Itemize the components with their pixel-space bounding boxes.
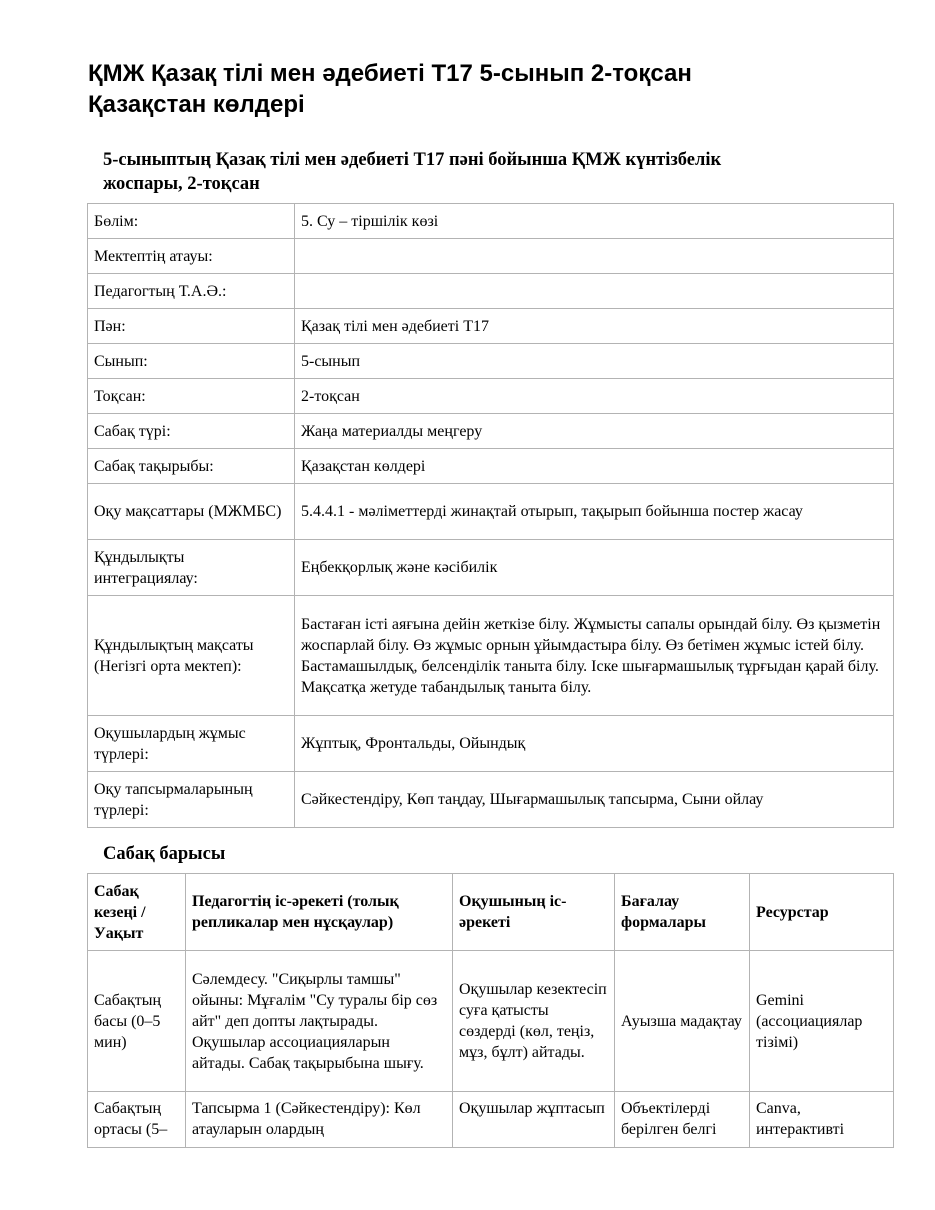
info-row: [88, 344, 894, 379]
resources-cell: Canva, интерактивті: [750, 1092, 894, 1148]
lesson-header-row: [88, 874, 894, 951]
info-row: [88, 379, 894, 414]
lesson-info-table: [87, 203, 894, 828]
info-label: Сабақ тақырыбы:: [88, 449, 295, 484]
column-header-teacher-activity: Педагогтің іс-әрекеті (толық репликалар мен нұсқаулар): [186, 874, 453, 951]
info-value: Сәйкестендіру, Көп таңдау, Шығармашылық тапсырма, Сыни ойлау: [295, 772, 894, 828]
info-value: 5. Су – тіршілік көзі: [295, 204, 894, 239]
plan-heading: [103, 148, 721, 196]
info-row: [88, 274, 894, 309]
student-activity-cell: Оқушылар кезектесіп суға қатысты сөздерді (көл, теңіз, мұз, бұлт) айтады.: [453, 951, 615, 1092]
info-value: 5.4.4.1 - мәліметтерді жинақтай отырып, тақырып бойынша постер жасау: [295, 484, 894, 540]
teacher-activity-cell: Тапсырма 1 (Сәйкестендіру): Көл атауларын олардың: [186, 1092, 453, 1148]
assessment-cell: Ауызша мадақтау: [615, 951, 750, 1092]
info-label: Сынып:: [88, 344, 295, 379]
info-value: Жаңа материалды меңгеру: [295, 414, 894, 449]
column-header-student-activity: Оқушының іс-әрекеті: [453, 874, 615, 951]
info-row: [88, 414, 894, 449]
info-value: Бастаған істі аяғына дейін жеткізе білу. Жұмысты сапалы орындай білу. Өз қызметін жоспарлай білу. Өз жұмыс орнын ұйымдастыра білу. Өз бетімен жұмыс істей білу. Бастамашылдық, белсенділік таныта білу. Іске шығармашылық тұрғыдан қарай білу. Мақсатқа жетуде табандылық таныта білу.: [295, 596, 894, 716]
info-value: [295, 274, 894, 309]
info-label: Құндылықты интеграциялау:: [88, 540, 295, 596]
plan-heading-line-2: жоспары, 2-тоқсан: [103, 174, 260, 194]
info-label: Педагогтың Т.А.Ә.:: [88, 274, 295, 309]
info-label: Сабақ түрі:: [88, 414, 295, 449]
resources-cell: Gemini (ассоциациялар тізімі): [750, 951, 894, 1092]
document-title-line-1: ҚМЖ Қазақ тілі мен әдебиеті Т17 5-сынып 2-тоқсан: [88, 60, 692, 87]
info-row: [88, 204, 894, 239]
plan-heading-line-1: 5-сыныптың Қазақ тілі мен әдебиеті Т17 пәні бойынша ҚМЖ күнтізбелік: [103, 150, 722, 170]
column-header-stage: Сабақ кезеңі / Уақыт: [88, 874, 186, 951]
info-label: Пән:: [88, 309, 295, 344]
info-value: Жұптық, Фронтальды, Ойындық: [295, 716, 894, 772]
lesson-stage-cell: Сабақтың ортасы (5–: [88, 1092, 186, 1148]
document-title: [88, 58, 888, 120]
column-header-assessment: Бағалау формалары: [615, 874, 750, 951]
info-row: [88, 772, 894, 828]
assessment-cell: Объектілерді берілген белгі: [615, 1092, 750, 1148]
info-row: [88, 449, 894, 484]
info-value: Қазақстан көлдері: [295, 449, 894, 484]
info-label: Мектептің атауы:: [88, 239, 295, 274]
info-label: Оқу тапсырмаларының түрлері:: [88, 772, 295, 828]
info-row: [88, 540, 894, 596]
info-row: [88, 484, 894, 540]
lesson-row: [88, 951, 894, 1092]
info-value: Қазақ тілі мен әдебиеті Т17: [295, 309, 894, 344]
info-row: [88, 239, 894, 274]
info-value: Еңбекқорлық және кәсібилік: [295, 540, 894, 596]
info-row: [88, 309, 894, 344]
info-label: Құндылықтың мақсаты (Негізгі орта мектеп):: [88, 596, 295, 716]
info-label: Оқу мақсаттары (МЖМБС): [88, 484, 295, 540]
info-value: 5-сынып: [295, 344, 894, 379]
lesson-row: [88, 1092, 894, 1148]
info-value: [295, 239, 894, 274]
lesson-progress-heading: Сабақ барысы: [103, 844, 226, 864]
info-row: [88, 716, 894, 772]
lesson-progress-table: [87, 873, 894, 1148]
lesson-stage-cell: Сабақтың басы (0–5 мин): [88, 951, 186, 1092]
info-label: Оқушылардың жұмыс түрлері:: [88, 716, 295, 772]
teacher-activity-cell: Сәлемдесу. "Сиқырлы тамшы" ойыны: Мұғалім "Су туралы бір сөз айт" деп допты лақтырады. Оқушылар ассоциацияларын айтады. Сабақ тақырыбына шығу.: [186, 951, 453, 1092]
info-label: Бөлім:: [88, 204, 295, 239]
student-activity-cell: Оқушылар жұптасып: [453, 1092, 615, 1148]
info-row: [88, 596, 894, 716]
column-header-resources: Ресурстар: [750, 874, 894, 951]
info-value: 2-тоқсан: [295, 379, 894, 414]
info-label: Тоқсан:: [88, 379, 295, 414]
document-title-line-2: Қазақстан көлдері: [88, 91, 305, 118]
